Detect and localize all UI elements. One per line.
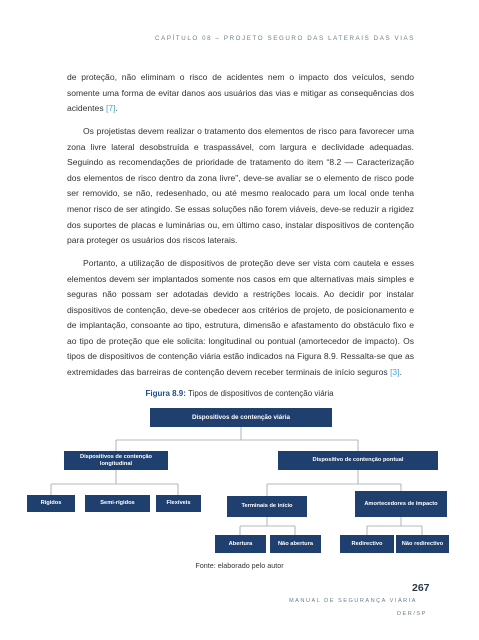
reference-link[interactable]: [7] — [105, 103, 116, 114]
nao-redirectivo-node: Não redirectivo — [396, 535, 449, 553]
abertura-node: Abertura — [215, 535, 266, 553]
longitudinal-node: Dispositivos de contenção longitudinal — [64, 451, 168, 470]
figure-caption-text: Tipos de dispositivos de contenção viária — [185, 389, 334, 398]
nao-abertura-node: Não abertura — [270, 535, 321, 553]
paragraph-1: de proteção, não eliminam o risco de acidentes nem o impacto dos veículos, sendo somente uma forma de evitar danos aos usuários das vias e mitigar as consequências dos acidentes [7]. — [67, 72, 414, 114]
figure-label: Figura 8.9: — [145, 389, 186, 398]
running-header: CAPÍTULO 08 – PROJETO SEGURO DAS LATERAIS DAS VIAS — [155, 35, 415, 42]
figure-source: Fonte: elaborado pelo autor — [195, 561, 284, 570]
footer-manual-title: MANUAL DE SEGURANÇA VIÁRIA — [289, 598, 418, 604]
redirectivo-node: Redirectivo — [340, 535, 394, 553]
rigidos-node: Rígidos — [27, 495, 75, 512]
semi-rigidos-node: Semi-rígidos — [85, 495, 150, 512]
footer-org: DER/SP — [397, 611, 427, 617]
flexiveis-node: Flexíveis — [156, 495, 201, 512]
paragraph-2: Os projetistas devem realizar o tratamento dos elementos de risco para favorecer uma zona livre lateral desobstruída e traspassável, com largura e declividade adequadas. Seguindo as recomendações de prioridade de tratamento do item “8.2 — Caracterização dos elementos de risco dentro da zona livre”, deve-se avaliar se o elemento de risco pode ser removido, se não, redesenhado, ou até mesmo realocado para um local onde tenha menor risco de ser atingido. Se essas soluções não forem viáveis, deve-se reduzir a rigidez dos suportes de placas e luminárias ou, em último caso, instalar dispositivos de contenção para proteger os usuários dos riscos laterais. — [67, 125, 414, 246]
reference-link[interactable]: [3] — [390, 367, 400, 378]
pontual-node: Dispositivo de contenção pontual — [278, 451, 438, 470]
root-node: Dispositivos de contenção viária — [150, 408, 332, 427]
amortecedores-node: Amortecedores de impacto — [355, 491, 447, 517]
terminais-node: Terminais de início — [227, 496, 307, 517]
paragraph-3: Portanto, a utilização de dispositivos de proteção deve ser vista com cautela e esses elementos devem ser implantados somente nos casos em que alternativas mais simples e seguras não possam ser adotadas devido a restrições locais. Ao decidir por instalar dispositivos de contenção, deve-se obedecer aos critérios de projeto, de posicionamento e de implantação, consoante ao tipo, estrutura, dimensão e afastamento do obstáculo fixo e ao tipo de proteção que ele solicita: longitudinal ou pontual (amortecedor de impacto). Os tipos de dispositivos de contenção viária estão indicados na Figura 8.9. Ressalta-se que as extremidades das barreiras de contenção devem receber terminais de início seguros [3]. — [67, 257, 414, 378]
page-number: 267 — [412, 582, 430, 594]
